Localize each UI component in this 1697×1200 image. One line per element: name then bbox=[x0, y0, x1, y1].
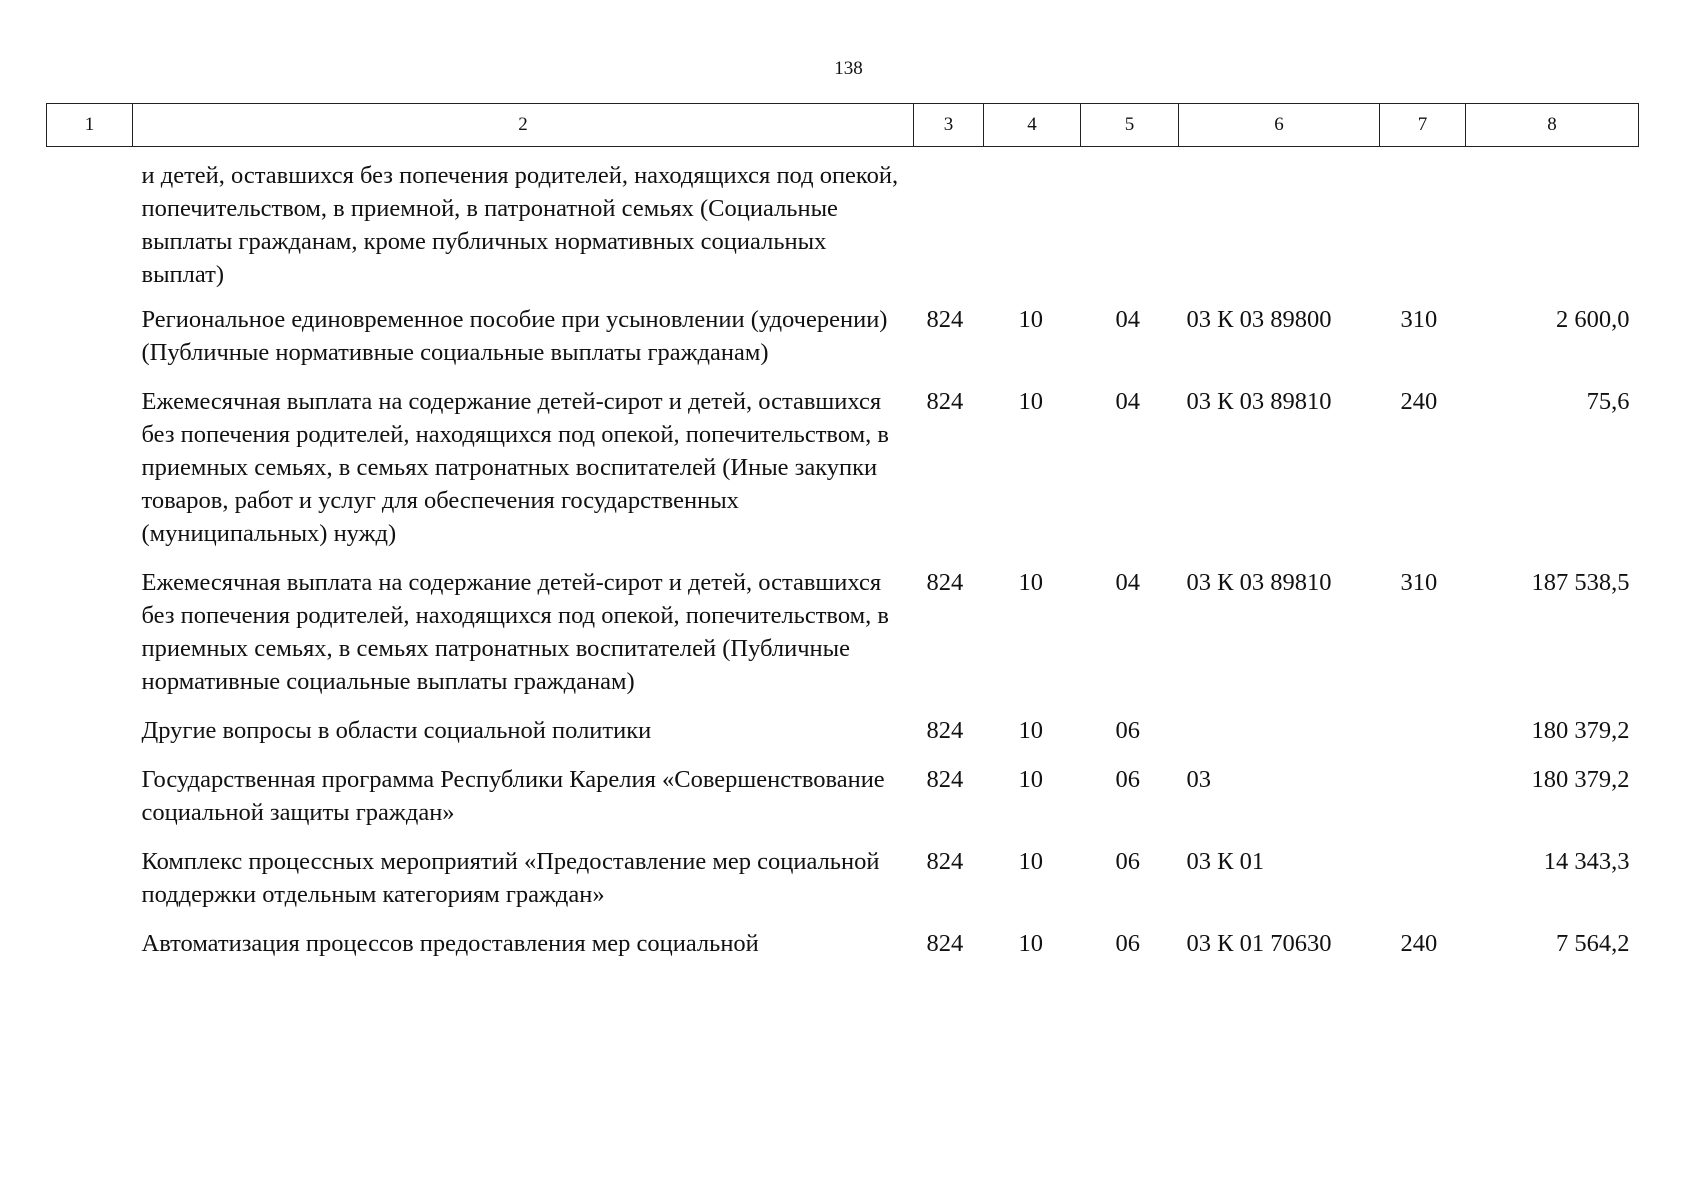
section-code: 10 bbox=[1018, 848, 1043, 875]
column-header-4: 4 bbox=[984, 104, 1081, 147]
expense-type-code bbox=[1380, 147, 1466, 304]
row-name: Ежемесячная выплата на содержание детей-сирот и детей, оставшихся без попечения родителей, находящихся под опекой, попечительством, в приемных семьях, в семьях патронатных воспитателей (Иные закупки товаров, работ и услуг для обеспечения государственных (муниципальных) нужд) bbox=[141, 388, 889, 547]
amount bbox=[1466, 147, 1639, 304]
subsection-code: 06 bbox=[1115, 848, 1140, 875]
column-header-6: 6 bbox=[1179, 104, 1380, 147]
target-article-code: 03 К 03 89810 bbox=[1186, 569, 1332, 596]
column-header-7: 7 bbox=[1380, 104, 1466, 147]
ministry-code: 824 bbox=[926, 848, 964, 875]
column-header-8: 8 bbox=[1466, 104, 1639, 147]
row-name: Государственная программа Республики Карелия «Совершенствование социальной защиты граждан» bbox=[141, 766, 885, 826]
target-article-code: 03 К 03 89810 bbox=[1186, 388, 1332, 415]
column-number-row bbox=[47, 104, 1639, 147]
row-name: Ежемесячная выплата на содержание детей-сирот и детей, оставшихся без попечения родителей, находящихся под опекой, попечительством, в приемных семьях, в семьях патронатных воспитателей (Публичные нормативные социальные выплаты гражданам) bbox=[141, 569, 889, 695]
ministry-code: 824 bbox=[926, 930, 964, 957]
expense-type-code: 240 bbox=[1400, 930, 1438, 957]
row-name: Региональное единовременное пособие при усыновлении (удочерении) (Публичные нормативные социальные выплаты гражданам) bbox=[141, 306, 888, 366]
section-code: 10 bbox=[1018, 766, 1043, 793]
target-article-code bbox=[1179, 147, 1380, 304]
expense-type-code bbox=[1380, 763, 1466, 845]
section-code: 10 bbox=[1018, 717, 1043, 744]
column-header-5: 5 bbox=[1081, 104, 1179, 147]
amount: 14 343,3 bbox=[1543, 848, 1630, 875]
expense-type-code bbox=[1380, 714, 1466, 763]
amount: 187 538,5 bbox=[1531, 569, 1630, 596]
column-header-3: 3 bbox=[914, 104, 984, 147]
row-name: Автоматизация процессов предоставления мер социальной bbox=[141, 930, 759, 957]
expense-type-code: 310 bbox=[1400, 569, 1438, 596]
ministry-code bbox=[914, 147, 984, 304]
subsection-code: 04 bbox=[1115, 569, 1140, 596]
table-row bbox=[47, 714, 1639, 763]
table-row bbox=[47, 566, 1639, 714]
row-name: и детей, оставшихся без попечения родителей, находящихся под опекой, попечительством, в приемной, в патронатной семьях (Социальные выплаты гражданам, кроме публичных нормативных социальных выплат) bbox=[141, 162, 899, 288]
expense-type-code: 240 bbox=[1400, 388, 1438, 415]
page-number: 138 bbox=[834, 58, 863, 79]
table-row bbox=[47, 147, 1639, 304]
target-article-code: 03 К 03 89800 bbox=[1186, 306, 1332, 333]
column-header-2: 2 bbox=[133, 104, 914, 147]
section-code: 10 bbox=[1018, 388, 1043, 415]
target-article-code: 03 bbox=[1186, 766, 1211, 793]
budget-table bbox=[46, 103, 1639, 976]
section-code: 10 bbox=[1018, 930, 1043, 957]
expense-type-code: 310 bbox=[1400, 306, 1438, 333]
target-article-code bbox=[1179, 714, 1380, 763]
expense-type-code bbox=[1380, 845, 1466, 927]
ministry-code: 824 bbox=[926, 717, 964, 744]
section-code: 10 bbox=[1018, 569, 1043, 596]
table-row bbox=[47, 845, 1639, 927]
target-article-code: 03 К 01 bbox=[1186, 848, 1265, 875]
subsection-code: 06 bbox=[1115, 717, 1140, 744]
subsection-code bbox=[1081, 147, 1179, 304]
amount: 2 600,0 bbox=[1556, 306, 1630, 333]
ministry-code: 824 bbox=[926, 306, 964, 333]
table-row bbox=[47, 763, 1639, 845]
amount: 180 379,2 bbox=[1531, 717, 1630, 744]
subsection-code: 06 bbox=[1115, 766, 1140, 793]
ministry-code: 824 bbox=[926, 388, 964, 415]
section-code: 10 bbox=[1018, 306, 1043, 333]
ministry-code: 824 bbox=[926, 569, 964, 596]
subsection-code: 04 bbox=[1115, 306, 1140, 333]
row-name: Комплекс процессных мероприятий «Предоставление мер социальной поддержки отдельным категориям граждан» bbox=[141, 848, 880, 908]
section-code bbox=[984, 147, 1081, 304]
amount: 180 379,2 bbox=[1531, 766, 1630, 793]
ministry-code: 824 bbox=[926, 766, 964, 793]
subsection-code: 06 bbox=[1115, 930, 1140, 957]
target-article-code: 03 К 01 70630 bbox=[1186, 930, 1332, 957]
amount: 7 564,2 bbox=[1556, 930, 1630, 957]
row-name: Другие вопросы в области социальной политики bbox=[141, 717, 652, 744]
subsection-code: 04 bbox=[1115, 388, 1140, 415]
table-row bbox=[47, 385, 1639, 566]
table-row bbox=[47, 303, 1639, 385]
column-header-1: 1 bbox=[47, 104, 133, 147]
table-row bbox=[47, 927, 1639, 976]
amount: 75,6 bbox=[1586, 388, 1630, 415]
